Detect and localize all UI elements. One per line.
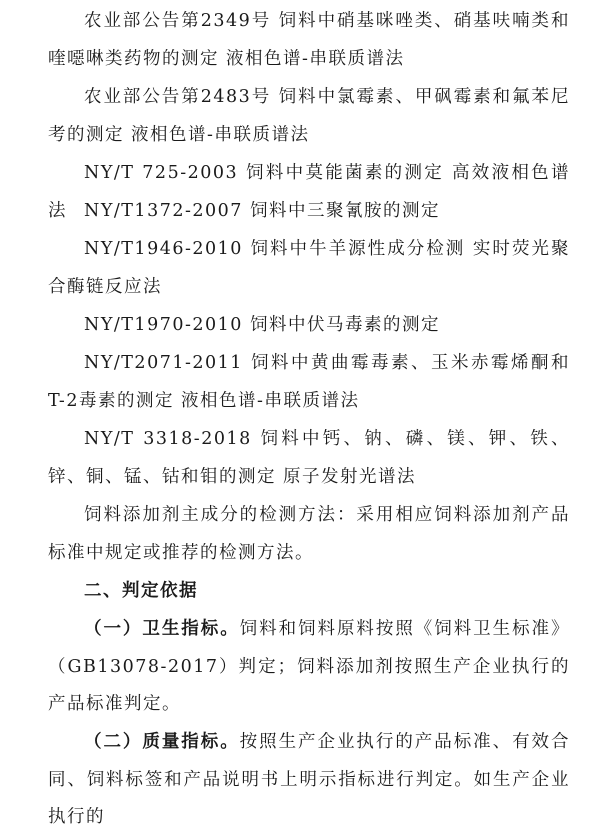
reference-item-ny-t-1946: NY/T1946-2010 饲料中牛羊源性成分检测 实时荧光聚合酶链反应法: [48, 239, 570, 297]
reference-item-ny-t-725: NY/T 725-2003 饲料中莫能菌素的测定 高效液相色谱法: [48, 163, 570, 221]
hygiene-indicator-body: 饲料和饲料原料按照《饲料卫生标准》（GB13078-2017）判定；饲料添加剂按照生产企业执行的产品标准判定。: [48, 619, 571, 715]
reference-item-ny-t-3318: NY/T 3318-2018 饲料中钙、钠、磷、镁、钾、铁、锌、铜、锰、钴和钼的测定 原子发射光谱法: [48, 429, 570, 487]
additive-method-paragraph: 饲料添加剂主成分的检测方法：采用相应饲料添加剂产品标准中规定或推荐的检测方法。: [48, 505, 570, 563]
section-two-heading: 二、判定依据: [84, 581, 198, 601]
hygiene-indicator-paragraph: [48, 611, 570, 724]
reference-item-ny-t-1970: NY/T1970-2010 饲料中伏马毒素的测定: [84, 315, 440, 335]
reference-item-ny-t-2071: NY/T2071-2011 饲料中黄曲霉毒素、玉米赤霉烯酮和T-2毒素的测定 液相色谱-串联质谱法: [48, 353, 570, 411]
reference-item-ny-t-1372: NY/T1372-2007 饲料中三聚氰胺的测定: [84, 201, 440, 221]
hygiene-indicator-lead: （一）卫生指标。: [84, 619, 240, 639]
reference-item-2349: 农业部公告第2349号 饲料中硝基咪唑类、硝基呋喃类和喹噁啉类药物的测定 液相色谱-串联质谱法: [48, 11, 570, 69]
quality-indicator-body: 按照生产企业执行的产品标准、有效合同、饲料标签和产品说明书上明示指标进行判定。如生产企业执行的: [48, 732, 571, 828]
reference-item-2483: 农业部公告第2483号 饲料中氯霉素、甲砜霉素和氟苯尼考的测定 液相色谱-串联质谱法: [48, 87, 570, 145]
quality-indicator-paragraph: [48, 724, 570, 837]
quality-indicator-lead: （二）质量指标。: [84, 732, 240, 752]
